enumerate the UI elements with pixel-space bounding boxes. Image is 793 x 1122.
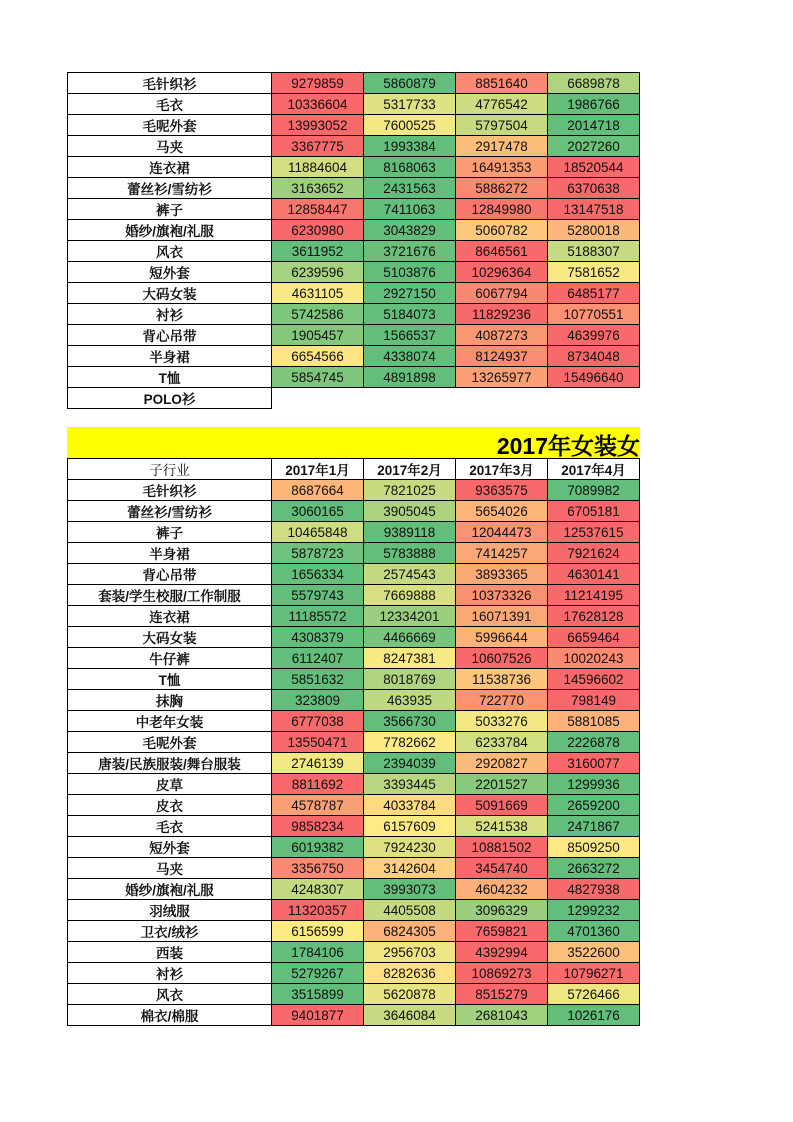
value-cell: 6777038 — [272, 711, 364, 732]
value-cell: 16491353 — [456, 157, 548, 178]
value-cell: 1566537 — [364, 325, 456, 346]
header-month-3: 2017年3月 — [456, 459, 548, 480]
value-cell: 16071391 — [456, 606, 548, 627]
value-cell: 13265977 — [456, 367, 548, 388]
table-row — [68, 304, 640, 325]
value-cell: 5654026 — [456, 501, 548, 522]
row-label: 棉衣/棉服 — [68, 1005, 272, 1026]
value-cell: 10296364 — [456, 262, 548, 283]
value-cell: 6654566 — [272, 346, 364, 367]
value-cell: 1299232 — [548, 900, 640, 921]
value-cell: 7411063 — [364, 199, 456, 220]
table-row — [68, 963, 640, 984]
table-row — [68, 690, 640, 711]
table-row — [68, 564, 640, 585]
value-cell: 7782662 — [364, 732, 456, 753]
value-cell: 10373326 — [456, 585, 548, 606]
value-cell: 6019382 — [272, 837, 364, 858]
value-cell: 11214195 — [548, 585, 640, 606]
value-cell: 6067794 — [456, 283, 548, 304]
value-cell: 8515279 — [456, 984, 548, 1005]
value-cell: 7921624 — [548, 543, 640, 564]
value-cell: 11185572 — [272, 606, 364, 627]
table-row — [68, 157, 640, 178]
table-row — [68, 501, 640, 522]
value-cell: 5620878 — [364, 984, 456, 1005]
row-label: 短外套 — [68, 837, 272, 858]
row-label: 毛呢外套 — [68, 732, 272, 753]
value-cell: 7659821 — [456, 921, 548, 942]
value-cell: 10770551 — [548, 304, 640, 325]
value-cell: 3646084 — [364, 1005, 456, 1026]
value-cell: 7581652 — [548, 262, 640, 283]
value-cell: 2394039 — [364, 753, 456, 774]
table-row — [68, 816, 640, 837]
table-row — [68, 711, 640, 732]
value-cell: 4827938 — [548, 879, 640, 900]
value-cell: 10881502 — [456, 837, 548, 858]
value-cell: 4405508 — [364, 900, 456, 921]
row-label: 背心吊带 — [68, 325, 272, 346]
value-cell: 3060165 — [272, 501, 364, 522]
value-cell: 2920827 — [456, 753, 548, 774]
value-cell: 4578787 — [272, 795, 364, 816]
value-cell: 8646561 — [456, 241, 548, 262]
value-cell: 1656334 — [272, 564, 364, 585]
value-cell: 4248307 — [272, 879, 364, 900]
value-cell: 8124937 — [456, 346, 548, 367]
table-row — [68, 669, 640, 690]
value-cell: 12334201 — [364, 606, 456, 627]
value-cell: 6230980 — [272, 220, 364, 241]
value-cell: 5317733 — [364, 94, 456, 115]
row-label: 羽绒服 — [68, 900, 272, 921]
value-cell: 5241538 — [456, 816, 548, 837]
value-cell: 10336604 — [272, 94, 364, 115]
header-subcategory: 子行业 — [68, 459, 272, 480]
row-label: 婚纱/旗袍/礼服 — [68, 220, 272, 241]
value-cell: 12858447 — [272, 199, 364, 220]
value-cell: 4639976 — [548, 325, 640, 346]
value-cell: 5797504 — [456, 115, 548, 136]
value-cell: 4392994 — [456, 942, 548, 963]
value-cell: 3142604 — [364, 858, 456, 879]
value-cell: 6157609 — [364, 816, 456, 837]
row-label: 毛针织衫 — [68, 480, 272, 501]
value-cell: 2917478 — [456, 136, 548, 157]
table-row — [68, 879, 640, 900]
value-cell: 3160077 — [548, 753, 640, 774]
value-cell: 1784106 — [272, 942, 364, 963]
value-cell: 722770 — [456, 690, 548, 711]
value-cell: 3454740 — [456, 858, 548, 879]
value-cell: 11538736 — [456, 669, 548, 690]
value-cell: 3905045 — [364, 501, 456, 522]
row-label: 风衣 — [68, 241, 272, 262]
value-cell: 798149 — [548, 690, 640, 711]
value-cell: 2927150 — [364, 283, 456, 304]
header-month-1: 2017年1月 — [272, 459, 364, 480]
value-cell: 4087273 — [456, 325, 548, 346]
row-label: 短外套 — [68, 262, 272, 283]
row-label: 衬衫 — [68, 304, 272, 325]
value-cell: 8687664 — [272, 480, 364, 501]
table-row — [68, 606, 640, 627]
value-cell: 10607526 — [456, 648, 548, 669]
value-cell: 2014718 — [548, 115, 640, 136]
value-cell: 2663272 — [548, 858, 640, 879]
value-cell: 323809 — [272, 690, 364, 711]
value-cell: 5854745 — [272, 367, 364, 388]
value-cell: 6112407 — [272, 648, 364, 669]
sales-table-2017 — [67, 458, 640, 1026]
value-cell: 6659464 — [548, 627, 640, 648]
value-cell: 15496640 — [548, 367, 640, 388]
row-label: 大码女装 — [68, 283, 272, 304]
value-cell: 4338074 — [364, 346, 456, 367]
value-cell: 6233784 — [456, 732, 548, 753]
value-cell: 8018769 — [364, 669, 456, 690]
value-cell: 18520544 — [548, 157, 640, 178]
row-label: 半身裙 — [68, 543, 272, 564]
value-cell: 3721676 — [364, 241, 456, 262]
value-cell: 3611952 — [272, 241, 364, 262]
value-cell: 4033784 — [364, 795, 456, 816]
value-cell: 8734048 — [548, 346, 640, 367]
sales-table-top — [67, 72, 640, 409]
row-label: 西装 — [68, 942, 272, 963]
value-cell: 3163652 — [272, 178, 364, 199]
value-cell: 10465848 — [272, 522, 364, 543]
value-cell: 5033276 — [456, 711, 548, 732]
table-row — [68, 543, 640, 564]
value-cell: 13993052 — [272, 115, 364, 136]
section-title: 2017年女装女 — [496, 433, 640, 458]
value-cell: 3522600 — [548, 942, 640, 963]
value-cell: 6824305 — [364, 921, 456, 942]
table-row — [68, 115, 640, 136]
row-label: 裤子 — [68, 522, 272, 543]
table-row — [68, 858, 640, 879]
row-label: 马夹 — [68, 858, 272, 879]
table-row — [68, 900, 640, 921]
row-label: 毛衣 — [68, 94, 272, 115]
value-cell: 8168063 — [364, 157, 456, 178]
value-cell: 5091669 — [456, 795, 548, 816]
value-cell: 8509250 — [548, 837, 640, 858]
value-cell: 7414257 — [456, 543, 548, 564]
row-label: 皮草 — [68, 774, 272, 795]
value-cell: 12849980 — [456, 199, 548, 220]
row-label: 中老年女装 — [68, 711, 272, 732]
row-label: 蕾丝衫/雪纺衫 — [68, 501, 272, 522]
value-cell: 2746139 — [272, 753, 364, 774]
value-cell: 6239596 — [272, 262, 364, 283]
row-label: 风衣 — [68, 984, 272, 1005]
value-cell: 4776542 — [456, 94, 548, 115]
table-row — [68, 136, 640, 157]
table-row — [68, 942, 640, 963]
row-label: T恤 — [68, 367, 272, 388]
value-cell: 4308379 — [272, 627, 364, 648]
row-label: 裤子 — [68, 199, 272, 220]
header-month-4: 2017年4月 — [548, 459, 640, 480]
table-row — [68, 241, 640, 262]
value-cell: 8282636 — [364, 963, 456, 984]
value-cell: 10020243 — [548, 648, 640, 669]
row-label: 衬衫 — [68, 963, 272, 984]
value-cell: 4701360 — [548, 921, 640, 942]
value-cell: 5579743 — [272, 585, 364, 606]
table-row — [68, 367, 640, 388]
value-cell: 8247381 — [364, 648, 456, 669]
row-label: 唐装/民族服装/舞台服装 — [68, 753, 272, 774]
value-cell: 7600525 — [364, 115, 456, 136]
row-label: T恤 — [68, 669, 272, 690]
section-banner — [67, 427, 640, 458]
table-row — [68, 199, 640, 220]
value-cell: 5881085 — [548, 711, 640, 732]
row-label: 毛针织衫 — [68, 73, 272, 94]
table-row — [68, 325, 640, 346]
row-label: 皮衣 — [68, 795, 272, 816]
value-cell: 5188307 — [548, 241, 640, 262]
value-cell: 2956703 — [364, 942, 456, 963]
header-month-2: 2017年2月 — [364, 459, 456, 480]
table-row — [68, 627, 640, 648]
value-cell: 5103876 — [364, 262, 456, 283]
value-cell: 9363575 — [456, 480, 548, 501]
value-cell: 13147518 — [548, 199, 640, 220]
value-cell: 4466669 — [364, 627, 456, 648]
value-cell: 10869273 — [456, 963, 548, 984]
table-row — [68, 178, 640, 199]
row-label: 套装/学生校服/工作制服 — [68, 585, 272, 606]
value-cell: 12537615 — [548, 522, 640, 543]
value-cell: 2201527 — [456, 774, 548, 795]
value-cell: 2471867 — [548, 816, 640, 837]
value-cell: 2574543 — [364, 564, 456, 585]
table-row — [68, 585, 640, 606]
value-cell: 10796271 — [548, 963, 640, 984]
value-cell: 9389118 — [364, 522, 456, 543]
value-cell: 1299936 — [548, 774, 640, 795]
value-cell: 3096329 — [456, 900, 548, 921]
table-row — [68, 346, 640, 367]
value-cell: 7669888 — [364, 585, 456, 606]
value-cell: 3367775 — [272, 136, 364, 157]
value-cell: 6370638 — [548, 178, 640, 199]
table-row — [68, 984, 640, 1005]
table-row — [68, 283, 640, 304]
value-cell: 7089982 — [548, 480, 640, 501]
value-cell: 11884604 — [272, 157, 364, 178]
value-cell: 5184073 — [364, 304, 456, 325]
value-cell: 5742586 — [272, 304, 364, 325]
value-cell: 13550471 — [272, 732, 364, 753]
table-row — [68, 94, 640, 115]
value-cell: 1993384 — [364, 136, 456, 157]
value-cell: 7924230 — [364, 837, 456, 858]
value-cell: 2027260 — [548, 136, 640, 157]
table-row — [68, 732, 640, 753]
row-label: 卫衣/绒衫 — [68, 921, 272, 942]
value-cell: 6485177 — [548, 283, 640, 304]
row-label: 连衣裙 — [68, 157, 272, 178]
value-cell: 463935 — [364, 690, 456, 711]
row-label: 蕾丝衫/雪纺衫 — [68, 178, 272, 199]
value-cell: 17628128 — [548, 606, 640, 627]
row-label: 牛仔裤 — [68, 648, 272, 669]
value-cell: 5860879 — [364, 73, 456, 94]
row-label: 背心吊带 — [68, 564, 272, 585]
value-cell: 3515899 — [272, 984, 364, 1005]
value-cell: 2681043 — [456, 1005, 548, 1026]
value-cell: 4604232 — [456, 879, 548, 900]
row-label: 连衣裙 — [68, 606, 272, 627]
value-cell: 3356750 — [272, 858, 364, 879]
value-cell: 2659200 — [548, 795, 640, 816]
table-row — [68, 262, 640, 283]
value-cell: 6689878 — [548, 73, 640, 94]
row-label: 抹胸 — [68, 690, 272, 711]
table-row — [68, 220, 640, 241]
value-cell: 3993073 — [364, 879, 456, 900]
value-cell: 5280018 — [548, 220, 640, 241]
row-label: 毛呢外套 — [68, 115, 272, 136]
value-cell: 3893365 — [456, 564, 548, 585]
value-cell: 6156599 — [272, 921, 364, 942]
row-label: 马夹 — [68, 136, 272, 157]
table-row — [68, 1005, 640, 1026]
value-cell: 1026176 — [548, 1005, 640, 1026]
header-row — [68, 459, 640, 480]
value-cell: 4891898 — [364, 367, 456, 388]
table-row — [68, 753, 640, 774]
table-row — [68, 480, 640, 501]
row-label: POLO衫 — [68, 388, 272, 409]
table-row — [68, 648, 640, 669]
table-row — [68, 522, 640, 543]
table-row — [68, 774, 640, 795]
table-row — [68, 921, 640, 942]
row-label: 毛衣 — [68, 816, 272, 837]
value-cell: 9401877 — [272, 1005, 364, 1026]
value-cell: 2431563 — [364, 178, 456, 199]
table-row — [68, 795, 640, 816]
value-cell: 5886272 — [456, 178, 548, 199]
row-label: 大码女装 — [68, 627, 272, 648]
row-label: 婚纱/旗袍/礼服 — [68, 879, 272, 900]
value-cell: 3566730 — [364, 711, 456, 732]
value-cell: 5783888 — [364, 543, 456, 564]
value-cell: 9858234 — [272, 816, 364, 837]
value-cell: 4631105 — [272, 283, 364, 304]
value-cell: 5060782 — [456, 220, 548, 241]
value-cell: 2226878 — [548, 732, 640, 753]
table-row — [68, 837, 640, 858]
row-label: 半身裙 — [68, 346, 272, 367]
value-cell: 8811692 — [272, 774, 364, 795]
value-cell: 4630141 — [548, 564, 640, 585]
value-cell: 5279267 — [272, 963, 364, 984]
value-cell: 12044473 — [456, 522, 548, 543]
value-cell: 1986766 — [548, 94, 640, 115]
value-cell: 14596602 — [548, 669, 640, 690]
value-cell: 8851640 — [456, 73, 548, 94]
value-cell: 3043829 — [364, 220, 456, 241]
table-row — [68, 388, 640, 409]
value-cell: 11320357 — [272, 900, 364, 921]
value-cell: 5851632 — [272, 669, 364, 690]
value-cell: 9279859 — [272, 73, 364, 94]
value-cell: 5878723 — [272, 543, 364, 564]
value-cell: 1905457 — [272, 325, 364, 346]
value-cell: 5726466 — [548, 984, 640, 1005]
value-cell: 5996644 — [456, 627, 548, 648]
table-row — [68, 73, 640, 94]
value-cell: 6705181 — [548, 501, 640, 522]
value-cell: 3393445 — [364, 774, 456, 795]
value-cell: 7821025 — [364, 480, 456, 501]
value-cell: 11829236 — [456, 304, 548, 325]
